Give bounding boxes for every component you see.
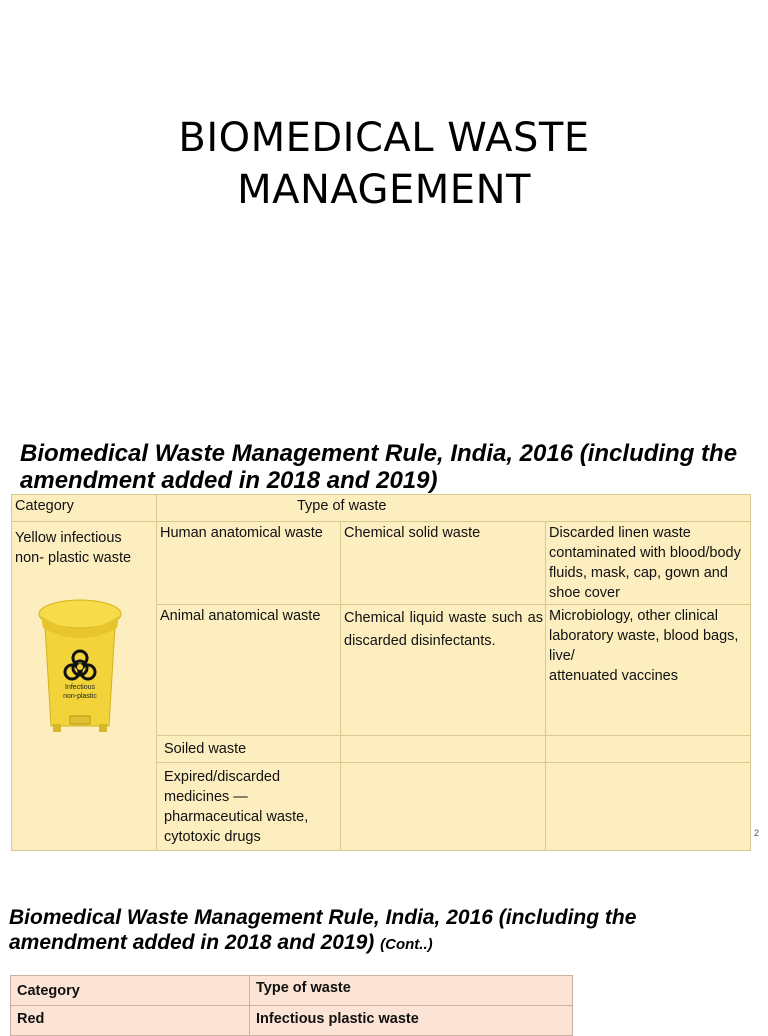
section1-heading [20,440,760,494]
attenuated-vaccines-text: attenuated vaccines [549,668,678,684]
table-header-row [11,976,573,1006]
header-type-of-waste: Type of waste [250,976,573,1006]
category-red: Red [11,1006,250,1036]
category-cell-yellow [12,522,157,851]
section2-heading-line2: amendment added in 2018 and 2019) [9,931,375,954]
page-number: 2 [754,828,760,838]
cell-empty [341,763,546,851]
category-line1: Yellow infectious [15,530,122,546]
category-label [15,523,154,568]
bin-label-line2: non-plastic [63,693,97,700]
header-type-of-waste: Type of waste [157,495,751,522]
slide-title [0,112,768,216]
cell-microbiology-waste [546,605,751,736]
table-row [11,1006,573,1036]
table-row [12,522,751,605]
cell-chemical-solid-waste: Chemical solid waste [341,522,546,605]
cell-empty [546,763,751,851]
header-category: Category [12,495,157,522]
table-header-row [12,495,751,522]
section1-heading-line1: Biomedical Waste Management Rule, India, 2016 (including the [20,440,738,467]
cell-empty [546,736,751,763]
cell-empty [341,736,546,763]
cell-animal-anatomical-waste: Animal anatomical waste [157,605,341,736]
slide-title-line1: BIOMEDICAL WASTE [178,115,590,161]
cell-soiled-waste: Soiled waste [157,736,341,763]
cell-infectious-plastic-waste: Infectious plastic waste [250,1006,573,1036]
waste-category-table-cont [10,975,573,1036]
bin-label-line1: Infectious [65,684,95,691]
category-line2: non- plastic waste [15,550,132,566]
cell-expired-medicines: Expired/discarded medicines — pharmaceutical waste, cytotoxic drugs [157,763,341,851]
waste-category-table [11,494,751,851]
cell-discarded-linen-waste: Discarded linen waste contaminated with blood/body fluids, mask, cap, gown and shoe cover [546,522,751,605]
microbiology-text: Microbiology, other clinical laboratory waste, blood bags, live/ [549,608,739,664]
section2-heading-cont: (Cont..) [380,936,433,953]
cell-human-anatomical-waste: Human anatomical waste [157,522,341,605]
section1-heading-line2: amendment added in 2018 and 2019) [20,467,438,494]
slide-title-line2: MANAGEMENT [237,167,531,213]
section2-heading [9,905,749,957]
header-category: Category [11,976,250,1006]
section2-heading-line1: Biomedical Waste Management Rule, India, 2016 (including the [9,906,637,929]
yellow-bin-image [35,598,125,733]
cell-chemical-liquid-waste: Chemical liquid waste such as discarded disinfectants. [341,605,546,736]
yellow-bin-icon [35,598,125,733]
